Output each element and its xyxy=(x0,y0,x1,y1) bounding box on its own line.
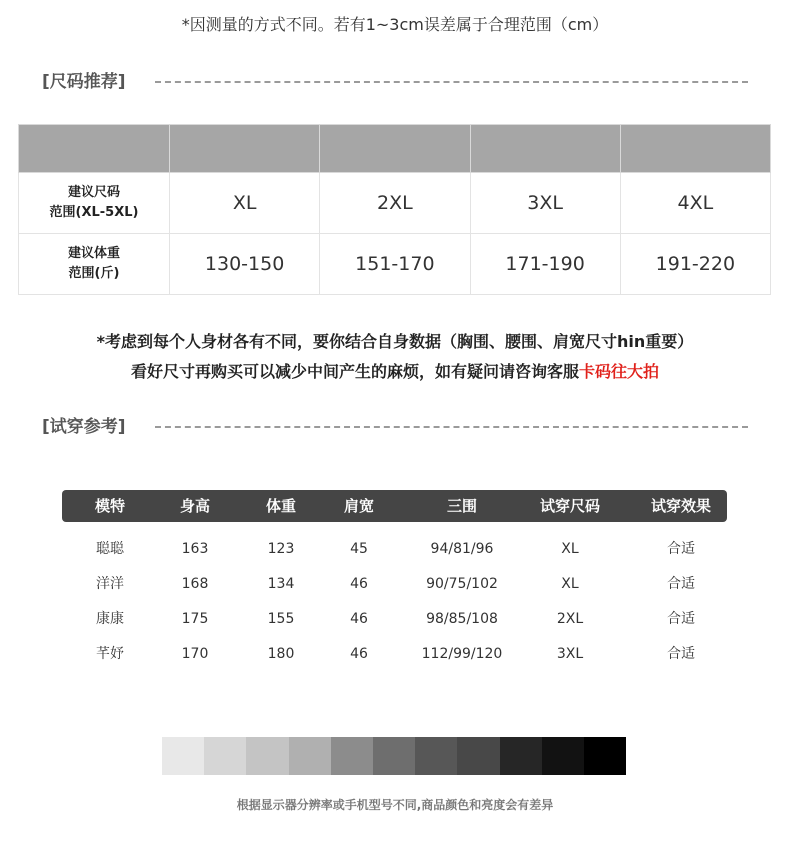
weight-cell: 191-220 xyxy=(620,234,770,295)
gray-swatch xyxy=(584,737,626,775)
size-row-label: 建议尺码 范围(XL-5XL) xyxy=(19,173,170,234)
header-cell xyxy=(470,125,620,173)
advice-text: 看好尺寸再购买可以减少中间产生的麻烦，如有疑问请咨询客服 xyxy=(130,362,579,381)
model-shoulder: 46 xyxy=(350,646,368,662)
gray-swatch xyxy=(457,737,499,775)
col-header-fit: 试穿效果 xyxy=(650,497,712,515)
model-shoulder: 46 xyxy=(350,611,368,627)
model-name: 洋洋 xyxy=(96,576,124,592)
weight-cell: 130-150 xyxy=(170,234,320,295)
model-tried-size: XL xyxy=(561,541,579,557)
weight-cell: 151-170 xyxy=(320,234,470,295)
model-name: 聪聪 xyxy=(96,541,124,557)
grayscale-swatch-strip xyxy=(162,737,626,775)
gray-swatch xyxy=(246,737,288,775)
header-cell xyxy=(170,125,320,173)
advice-line-2 xyxy=(0,359,790,382)
tryon-table-header xyxy=(62,490,727,522)
model-name: 康康 xyxy=(96,611,124,627)
model-height: 168 xyxy=(181,576,209,592)
model-tried-size: XL xyxy=(561,576,579,592)
dashed-divider xyxy=(155,426,748,428)
model-fit: 合适 xyxy=(667,541,695,557)
tryon-section-title: [试穿参考] xyxy=(42,417,126,437)
gray-swatch xyxy=(415,737,457,775)
header-cell xyxy=(320,125,470,173)
gray-swatch xyxy=(500,737,542,775)
model-fit: 合适 xyxy=(667,646,695,662)
model-height: 170 xyxy=(181,646,209,662)
model-measurements: 90/75/102 xyxy=(426,576,498,592)
size-recommendation-table xyxy=(18,124,771,295)
advice-line-1: *考虑到每个人身材各有不同，要你结合自身数据（胸围、腰围、肩宽尺寸hin重要） xyxy=(96,332,694,351)
col-header-tried-size: 试穿尺码 xyxy=(539,497,601,515)
model-weight: 180 xyxy=(267,646,295,662)
model-tried-size: 3XL xyxy=(556,646,584,662)
col-header-shoulder: 肩宽 xyxy=(343,497,375,515)
model-fit: 合适 xyxy=(667,611,695,627)
weight-row-label: 建议体重 范围(斤) xyxy=(19,234,170,295)
table-row-size xyxy=(19,173,771,234)
header-cell xyxy=(620,125,770,173)
table-row xyxy=(62,607,727,631)
weight-cell: 171-190 xyxy=(470,234,620,295)
table-row-weight xyxy=(19,234,771,295)
col-header-model: 模特 xyxy=(94,497,126,515)
measurement-note: *因测量的方式不同。若有1~3cm误差属于合理范围（cm） xyxy=(181,15,609,34)
model-weight: 123 xyxy=(267,541,295,557)
size-cell: 3XL xyxy=(470,173,620,234)
gray-swatch xyxy=(542,737,584,775)
model-height: 163 xyxy=(181,541,209,557)
gray-swatch xyxy=(373,737,415,775)
size-cell: 2XL xyxy=(320,173,470,234)
dashed-divider xyxy=(155,81,748,83)
gray-swatch xyxy=(331,737,373,775)
table-row xyxy=(62,572,727,596)
gray-swatch xyxy=(204,737,246,775)
size-cell: XL xyxy=(170,173,320,234)
model-shoulder: 45 xyxy=(350,541,368,557)
model-weight: 134 xyxy=(267,576,295,592)
model-name: 芊妤 xyxy=(96,646,124,662)
tryon-section-header xyxy=(42,415,748,439)
model-height: 175 xyxy=(181,611,209,627)
table-row xyxy=(62,537,727,561)
gray-swatch xyxy=(289,737,331,775)
model-measurements: 112/99/120 xyxy=(421,646,503,662)
color-disclaimer: 根据显示器分辨率或手机型号不同,商品颜色和亮度会有差异 xyxy=(236,798,554,812)
model-measurements: 94/81/96 xyxy=(430,541,494,557)
model-tried-size: 2XL xyxy=(556,611,584,627)
size-section-title: [尺码推荐] xyxy=(42,72,126,92)
table-row xyxy=(62,642,727,666)
header-cell xyxy=(19,125,170,173)
size-cell: 4XL xyxy=(620,173,770,234)
model-shoulder: 46 xyxy=(350,576,368,592)
size-section-header xyxy=(42,70,748,94)
table-header-row xyxy=(19,125,771,173)
model-measurements: 98/85/108 xyxy=(426,611,498,627)
model-fit: 合适 xyxy=(667,576,695,592)
advice-highlight: 卡码往大拍 xyxy=(579,362,660,381)
gray-swatch xyxy=(162,737,204,775)
col-header-weight: 体重 xyxy=(265,497,297,515)
col-header-measurements: 三围 xyxy=(446,497,478,515)
col-header-height: 身高 xyxy=(179,497,211,515)
model-weight: 155 xyxy=(267,611,295,627)
